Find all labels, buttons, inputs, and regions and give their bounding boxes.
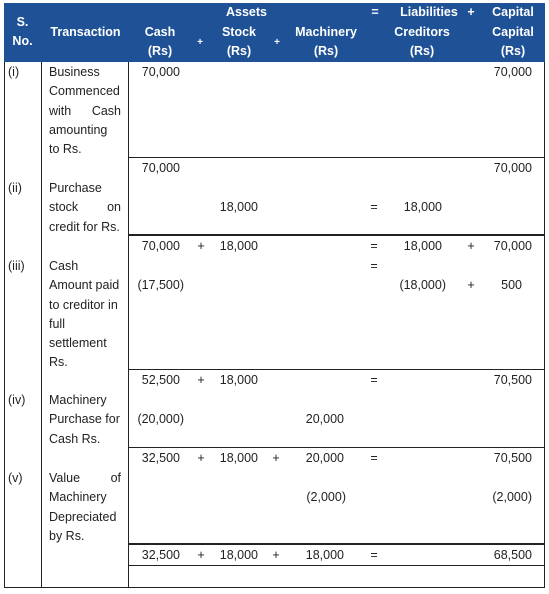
row-i-line-2: Commenced — [49, 84, 120, 99]
total-stock: 18,000 — [219, 548, 258, 562]
description-word: Value — [49, 471, 81, 485]
border-right — [544, 62, 545, 588]
balance-3-equals: = — [370, 373, 378, 387]
header-transaction: Transaction — [50, 25, 121, 39]
row-iv-machinery: 20,000 — [305, 412, 344, 426]
row-ii-creditors: 18,000 — [403, 200, 442, 214]
header-sno-line1: S. — [16, 15, 29, 29]
header-creditors-unit: (Rs) — [409, 44, 435, 58]
row-v-capital: (2,000) — [492, 490, 532, 504]
row-v-machinery: (2,000) — [306, 490, 346, 504]
balance-1-cash: 70,000 — [141, 161, 180, 175]
divider-total-top — [128, 543, 544, 545]
balance-1-capital: 70,000 — [493, 161, 532, 175]
description-word: with — [49, 103, 72, 118]
balance-4-capital: 70,500 — [493, 451, 532, 465]
balance-3-plus-1: + — [197, 373, 205, 387]
row-iii-capital: 500 — [501, 278, 522, 292]
row-iii-creditors: (18,000) — [399, 278, 446, 292]
row-iv-line-1: Machinery — [49, 393, 107, 407]
row-iii-line-5: settlement — [49, 336, 107, 351]
balance-3-stock: 18,000 — [219, 373, 258, 387]
header-creditors: Creditors — [394, 25, 450, 39]
row-v-line-3: Depreciated — [49, 509, 117, 524]
total-equals: = — [370, 548, 378, 562]
row-i-line-5: to Rs. — [49, 142, 82, 157]
border-bottom — [4, 587, 544, 588]
balance-2-capital: 70,000 — [493, 239, 532, 253]
total-plus-2: + — [272, 548, 280, 562]
balance-4-plus-1: + — [197, 451, 205, 465]
row-i-description — [49, 63, 121, 159]
divider-r4 — [128, 447, 544, 448]
row-iii-line-2: Amount paid — [49, 278, 120, 293]
description-word: on — [107, 200, 121, 215]
row-iv-description — [49, 391, 121, 449]
row-iii-sno: (iii) — [8, 259, 25, 273]
row-iv-line-3: Cash Rs. — [49, 431, 101, 446]
row-iii-cash: (17,500) — [137, 278, 184, 292]
row-ii-stock: 18,000 — [219, 200, 258, 214]
header-stock: Stock — [221, 25, 257, 39]
divider-r3 — [128, 369, 544, 370]
row-iii-line-3: to creditor in — [49, 297, 118, 312]
row-ii-equals: = — [370, 200, 378, 214]
row-i-line-4: amounting — [49, 122, 108, 137]
header-equals: = — [371, 5, 379, 19]
header-assets: Assets — [226, 5, 267, 19]
row-iii-line-6: Rs. — [49, 355, 68, 370]
row-ii-sno: (ii) — [8, 181, 22, 195]
row-v-sno: (v) — [8, 471, 23, 485]
header-stock-unit: (Rs) — [226, 44, 252, 58]
balance-4-plus-2: + — [272, 451, 280, 465]
row-ii-line-3: credit for Rs. — [49, 219, 120, 234]
balance-3-cash: 52,500 — [141, 373, 180, 387]
row-v-line-2: Machinery — [49, 490, 107, 505]
balance-2-plus-1: + — [197, 239, 205, 253]
row-ii-description — [49, 179, 121, 237]
row-i-sno: (i) — [8, 65, 20, 79]
row-i-cash: 70,000 — [141, 65, 180, 79]
header-capital: Capital — [492, 5, 534, 19]
row-iii-description — [49, 257, 121, 373]
divider-total-bottom — [128, 565, 544, 566]
balance-4-stock: 18,000 — [219, 451, 258, 465]
row-iii-line-4: full — [49, 316, 65, 331]
row-iii-equals: = — [370, 259, 378, 273]
description-word: of — [110, 471, 121, 485]
header-machinery: Machinery — [295, 25, 357, 39]
header-plus: + — [467, 5, 475, 19]
divider-r1 — [128, 157, 544, 158]
description-word: Cash — [91, 103, 121, 118]
header-sno-line2: No. — [12, 34, 33, 48]
row-v-description — [49, 469, 121, 546]
total-machinery: 18,000 — [305, 548, 344, 562]
border-left — [4, 62, 5, 588]
balance-3-capital: 70,500 — [493, 373, 532, 387]
divider-sno — [41, 62, 42, 588]
description-word: stock — [49, 200, 79, 215]
balance-2-plus-2: + — [467, 239, 475, 253]
row-v-line-1 — [49, 469, 121, 488]
divider-transaction — [128, 62, 129, 588]
total-plus-1: + — [197, 548, 205, 562]
header-cash-unit: (Rs) — [147, 44, 173, 58]
total-cash: 32,500 — [141, 548, 180, 562]
row-ii-line-1: Purchase — [49, 181, 102, 195]
row-i-line-3 — [49, 102, 121, 121]
balance-2-cash: 70,000 — [141, 239, 180, 253]
divider-r2 — [128, 234, 544, 236]
balance-4-cash: 32,500 — [141, 451, 180, 465]
header-plus-1: + — [197, 37, 203, 48]
balance-2-creditors: 18,000 — [403, 239, 442, 253]
balance-2-stock: 18,000 — [219, 239, 258, 253]
row-i-capital: 70,000 — [493, 65, 532, 79]
header-capital-sub: Capital — [492, 25, 534, 39]
row-iv-line-2: Purchase for — [49, 412, 120, 427]
row-iv-sno: (iv) — [8, 393, 26, 407]
balance-4-equals: = — [370, 451, 378, 465]
header-plus-2: + — [274, 37, 280, 48]
table-header — [4, 3, 545, 62]
header-capital-unit: (Rs) — [500, 44, 526, 58]
row-iv-cash: (20,000) — [137, 412, 184, 426]
row-i-line-1: Business — [49, 65, 100, 79]
header-machinery-unit: (Rs) — [313, 44, 339, 58]
row-v-line-4: by Rs. — [49, 528, 85, 543]
row-iii-line-1: Cash — [49, 259, 79, 273]
total-capital: 68,500 — [493, 548, 532, 562]
row-ii-line-2 — [49, 198, 121, 217]
header-liabilities: Liabilities — [400, 5, 458, 19]
row-iii-plus: + — [467, 278, 475, 292]
header-cash: Cash — [144, 25, 176, 39]
balance-2-equals: = — [370, 239, 378, 253]
balance-4-machinery: 20,000 — [305, 451, 344, 465]
